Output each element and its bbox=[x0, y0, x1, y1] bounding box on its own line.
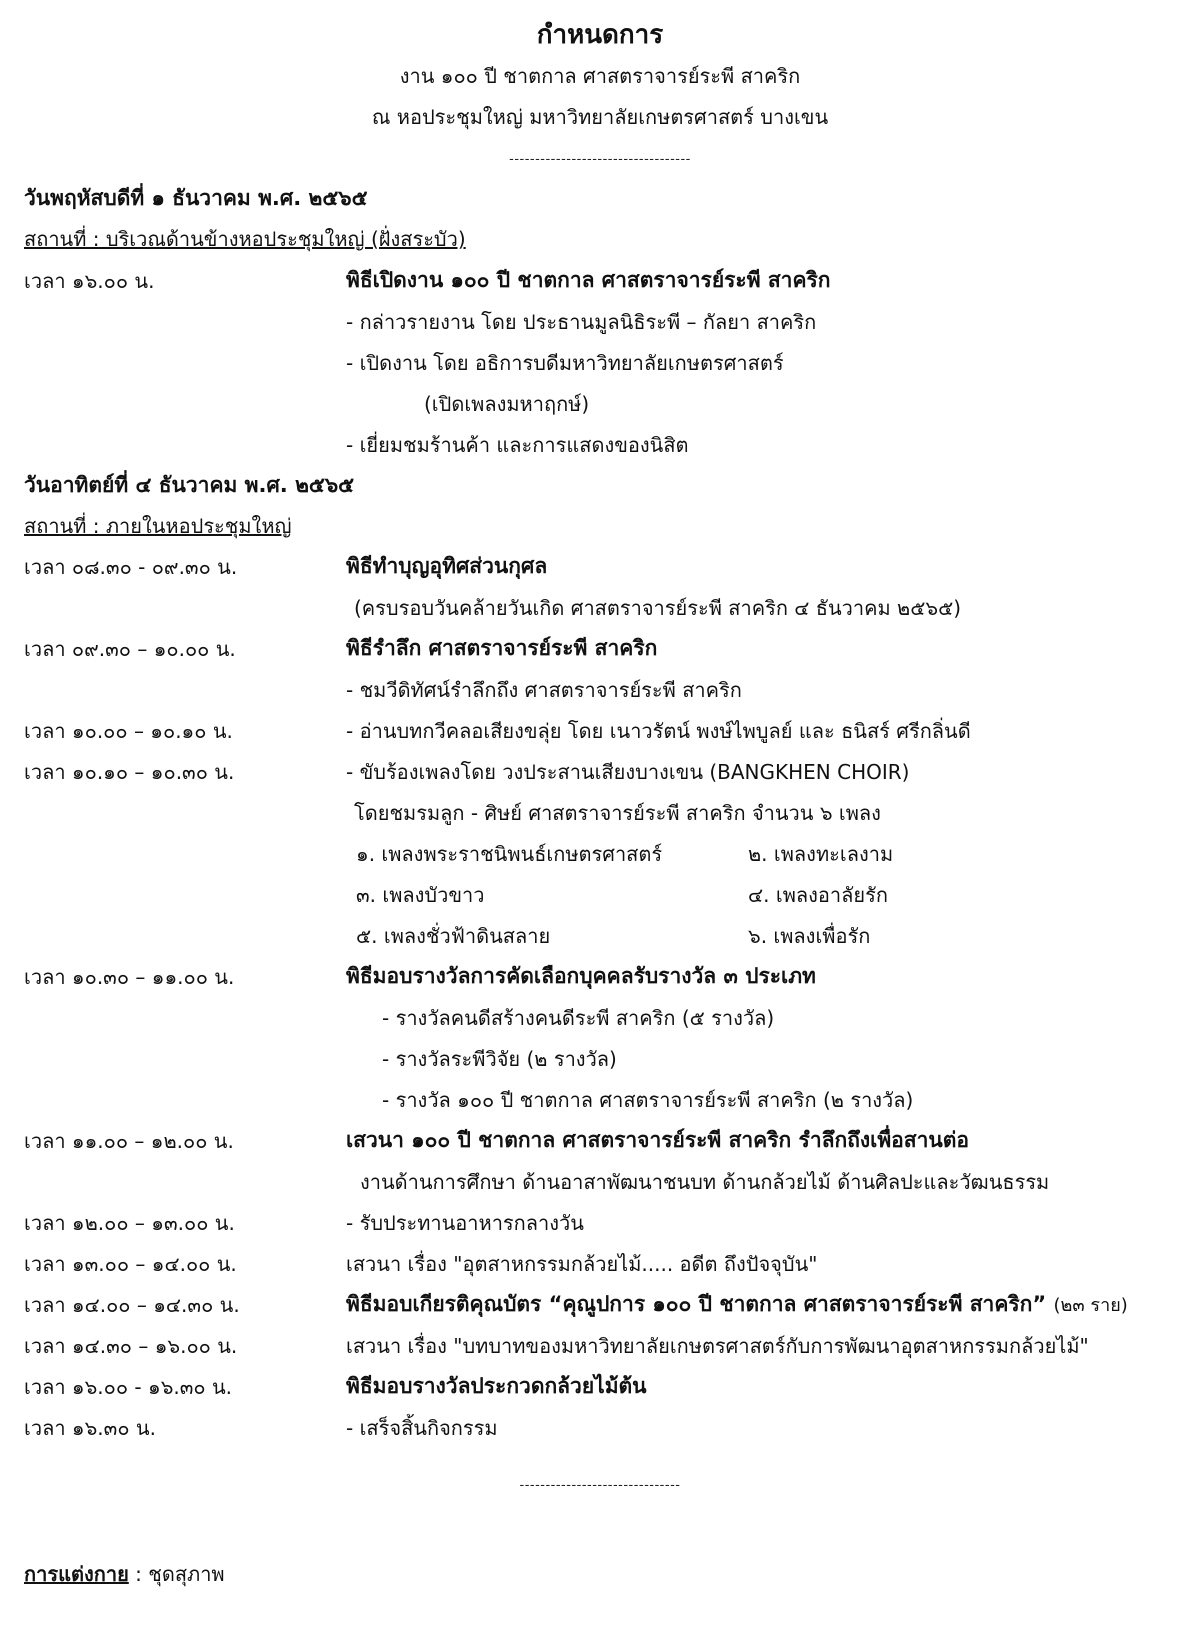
schedule-time: เวลา ๑๒.๐๐ – ๑๓.๐๐ น. bbox=[24, 1211, 235, 1235]
schedule-time: เวลา ๑๔.๐๐ – ๑๔.๓๐ น. bbox=[24, 1293, 240, 1317]
schedule-time: เวลา ๑๓.๐๐ – ๑๔.๐๐ น. bbox=[24, 1252, 237, 1276]
award-ceremony-title: พิธีมอบรางวัลการคัดเลือกบุคคลรับรางวัล ๓ ประเภท bbox=[346, 964, 816, 988]
day2-heading: วันอาทิตย์ที่ ๔ ธันวาคม พ.ศ. ๒๕๖๕ bbox=[24, 473, 355, 497]
schedule-text: เสวนา เรื่อง "บทบาทของมหาวิทยาลัยเกษตรศาสตร์กับการพัฒนาอุตสาหกรรมกล้วยไม้" bbox=[346, 1334, 1089, 1358]
song-item: ๓. เพลงบัวขาว bbox=[356, 883, 485, 907]
schedule-text: - เสร็จสิ้นกิจกรรม bbox=[346, 1416, 498, 1440]
schedule-time: เวลา ๑๐.๐๐ – ๑๐.๑๐ น. bbox=[24, 719, 233, 743]
document-title: กำหนดการ bbox=[536, 20, 664, 50]
schedule-time: เวลา ๑๐.๑๐ – ๑๐.๓๐ น. bbox=[24, 760, 235, 784]
song-item: ๒. เพลงทะเลงาม bbox=[748, 842, 894, 866]
schedule-detail: - กล่าวรายงาน โดย ประธานมูลนิธิระพี – กัลยา สาคริก bbox=[346, 310, 817, 334]
memorial-ceremony-title: พิธีรำลึก ศาสตราจารย์ระพี สาคริก bbox=[346, 636, 658, 660]
schedule-text: - รับประทานอาหารกลางวัน bbox=[346, 1211, 584, 1235]
schedule-text: - อ่านบทกวีคลอเสียงขลุ่ย โดย เนาวรัตน์ พงษ์ไพบูลย์ และ ธนิสร์ ศรีกลิ่นดี bbox=[346, 719, 971, 743]
song-item: ๔. เพลงอาลัยรัก bbox=[748, 883, 888, 907]
schedule-time: เวลา ๑๑.๐๐ – ๑๒.๐๐ น. bbox=[24, 1129, 234, 1153]
dress-code-label: การแต่งกาย bbox=[24, 1562, 129, 1586]
song-item: ๕. เพลงชั่วฟ้าดินสลาย bbox=[356, 924, 551, 948]
schedule-time: เวลา ๐๘.๓๐ - ๐๙.๓๐ น. bbox=[24, 555, 238, 579]
day1-venue: สถานที่ : บริเวณด้านข้างหอประชุมใหญ่ (ฝั่งสระบัว) bbox=[24, 227, 466, 251]
event-name: งาน ๑๐๐ ปี ชาตกาล ศาสตราจารย์ระพี สาคริก bbox=[399, 64, 801, 88]
event-location: ณ หอประชุมใหญ่ มหาวิทยาลัยเกษตรศาสตร์ บางเขน bbox=[371, 105, 829, 129]
song-item: ๑. เพลงพระราชนิพนธ์เกษตรศาสตร์ bbox=[356, 842, 663, 866]
schedule-time: เวลา ๑๖.๐๐ - ๑๖.๓๐ น. bbox=[24, 1375, 233, 1399]
dress-code-value: ชุดสุภาพ bbox=[148, 1562, 225, 1586]
schedule-time: เวลา ๑๐.๓๐ – ๑๑.๐๐ น. bbox=[24, 965, 235, 989]
schedule-detail: - เยี่ยมชมร้านค้า และการแสดงของนิสิต bbox=[346, 433, 689, 457]
schedule-detail: - ชมวีดิทัศน์รำลึกถึง ศาสตราจารย์ระพี สาคริก bbox=[346, 678, 742, 702]
day1-heading: วันพฤหัสบดีที่ ๑ ธันวาคม พ.ศ. ๒๕๖๕ bbox=[24, 186, 368, 210]
schedule-detail: (เปิดเพลงมหาฤกษ์) bbox=[424, 392, 590, 416]
dress-code-separator: : bbox=[128, 1562, 149, 1586]
opening-ceremony-title: พิธีเปิดงาน ๑๐๐ ปี ชาตกาล ศาสตราจารย์ระพี สาคริก bbox=[346, 268, 831, 292]
header-divider: ----------------------------------- bbox=[509, 152, 691, 167]
award-item: - รางวัล ๑๐๐ ปี ชาตกาล ศาสตราจารย์ระพี สาคริก (๒ รางวัล) bbox=[382, 1088, 914, 1112]
award-item: - รางวัลคนดีสร้างคนดีระพี สาคริก (๕ รางวัล) bbox=[382, 1006, 775, 1030]
footer-divider: ------------------------------- bbox=[519, 1478, 681, 1493]
merit-ceremony-title: พิธีทำบุญอุทิศส่วนกุศล bbox=[346, 554, 548, 578]
schedule-time: เวลา ๑๖.๓๐ น. bbox=[24, 1416, 156, 1440]
schedule-time: เวลา ๑๖.๐๐ น. bbox=[24, 269, 155, 293]
schedule-detail: โดยชมรมลูก - ศิษย์ ศาสตราจารย์ระพี สาคริก จำนวน ๖ เพลง bbox=[354, 801, 881, 825]
schedule-text: เสวนา เรื่อง "อุตสาหกรรมกล้วยไม้..... อดีต ถึงปัจจุบัน" bbox=[346, 1252, 818, 1276]
song-item: ๖. เพลงเพื่อรัก bbox=[748, 924, 871, 948]
schedule-detail: งานด้านการศึกษา ด้านอาสาพัฒนาชนบท ด้านกล้วยไม้ ด้านศิลปะและวัฒนธรรม bbox=[360, 1170, 1050, 1194]
schedule-time: เวลา ๑๔.๓๐ – ๑๖.๐๐ น. bbox=[24, 1334, 238, 1358]
recipient-count: (๒๓ ราย) bbox=[1053, 1295, 1128, 1316]
award-item: - รางวัลระพีวิจัย (๒ รางวัล) bbox=[382, 1047, 617, 1071]
dress-code bbox=[24, 1560, 225, 1588]
schedule-detail: (ครบรอบวันคล้ายวันเกิด ศาสตราจารย์ระพี สาคริก ๔ ธันวาคม ๒๕๖๕) bbox=[354, 596, 962, 620]
orchid-contest-title: พิธีมอบรางวัลประกวดกล้วยไม้ต้น bbox=[346, 1374, 647, 1398]
certificate-ceremony-title: พิธีมอบเกียรติคุณบัตร “คุณูปการ ๑๐๐ ปี ชาตกาล ศาสตราจารย์ระพี สาคริก” bbox=[346, 1292, 1047, 1316]
day2-venue: สถานที่ : ภายในหอประชุมใหญ่ bbox=[24, 514, 292, 538]
schedule-detail: - เปิดงาน โดย อธิการบดีมหาวิทยาลัยเกษตรศาสตร์ bbox=[346, 351, 784, 375]
schedule-time: เวลา ๐๙.๓๐ – ๑๐.๐๐ น. bbox=[24, 637, 236, 661]
schedule-text: - ขับร้องเพลงโดย วงประสานเสียงบางเขน (BANGKHEN CHOIR) bbox=[346, 760, 910, 784]
certificate-ceremony bbox=[346, 1290, 1128, 1320]
seminar-title: เสวนา ๑๐๐ ปี ชาตกาล ศาสตราจารย์ระพี สาคริก รำลึกถึงเพื่อสานต่อ bbox=[346, 1128, 970, 1152]
